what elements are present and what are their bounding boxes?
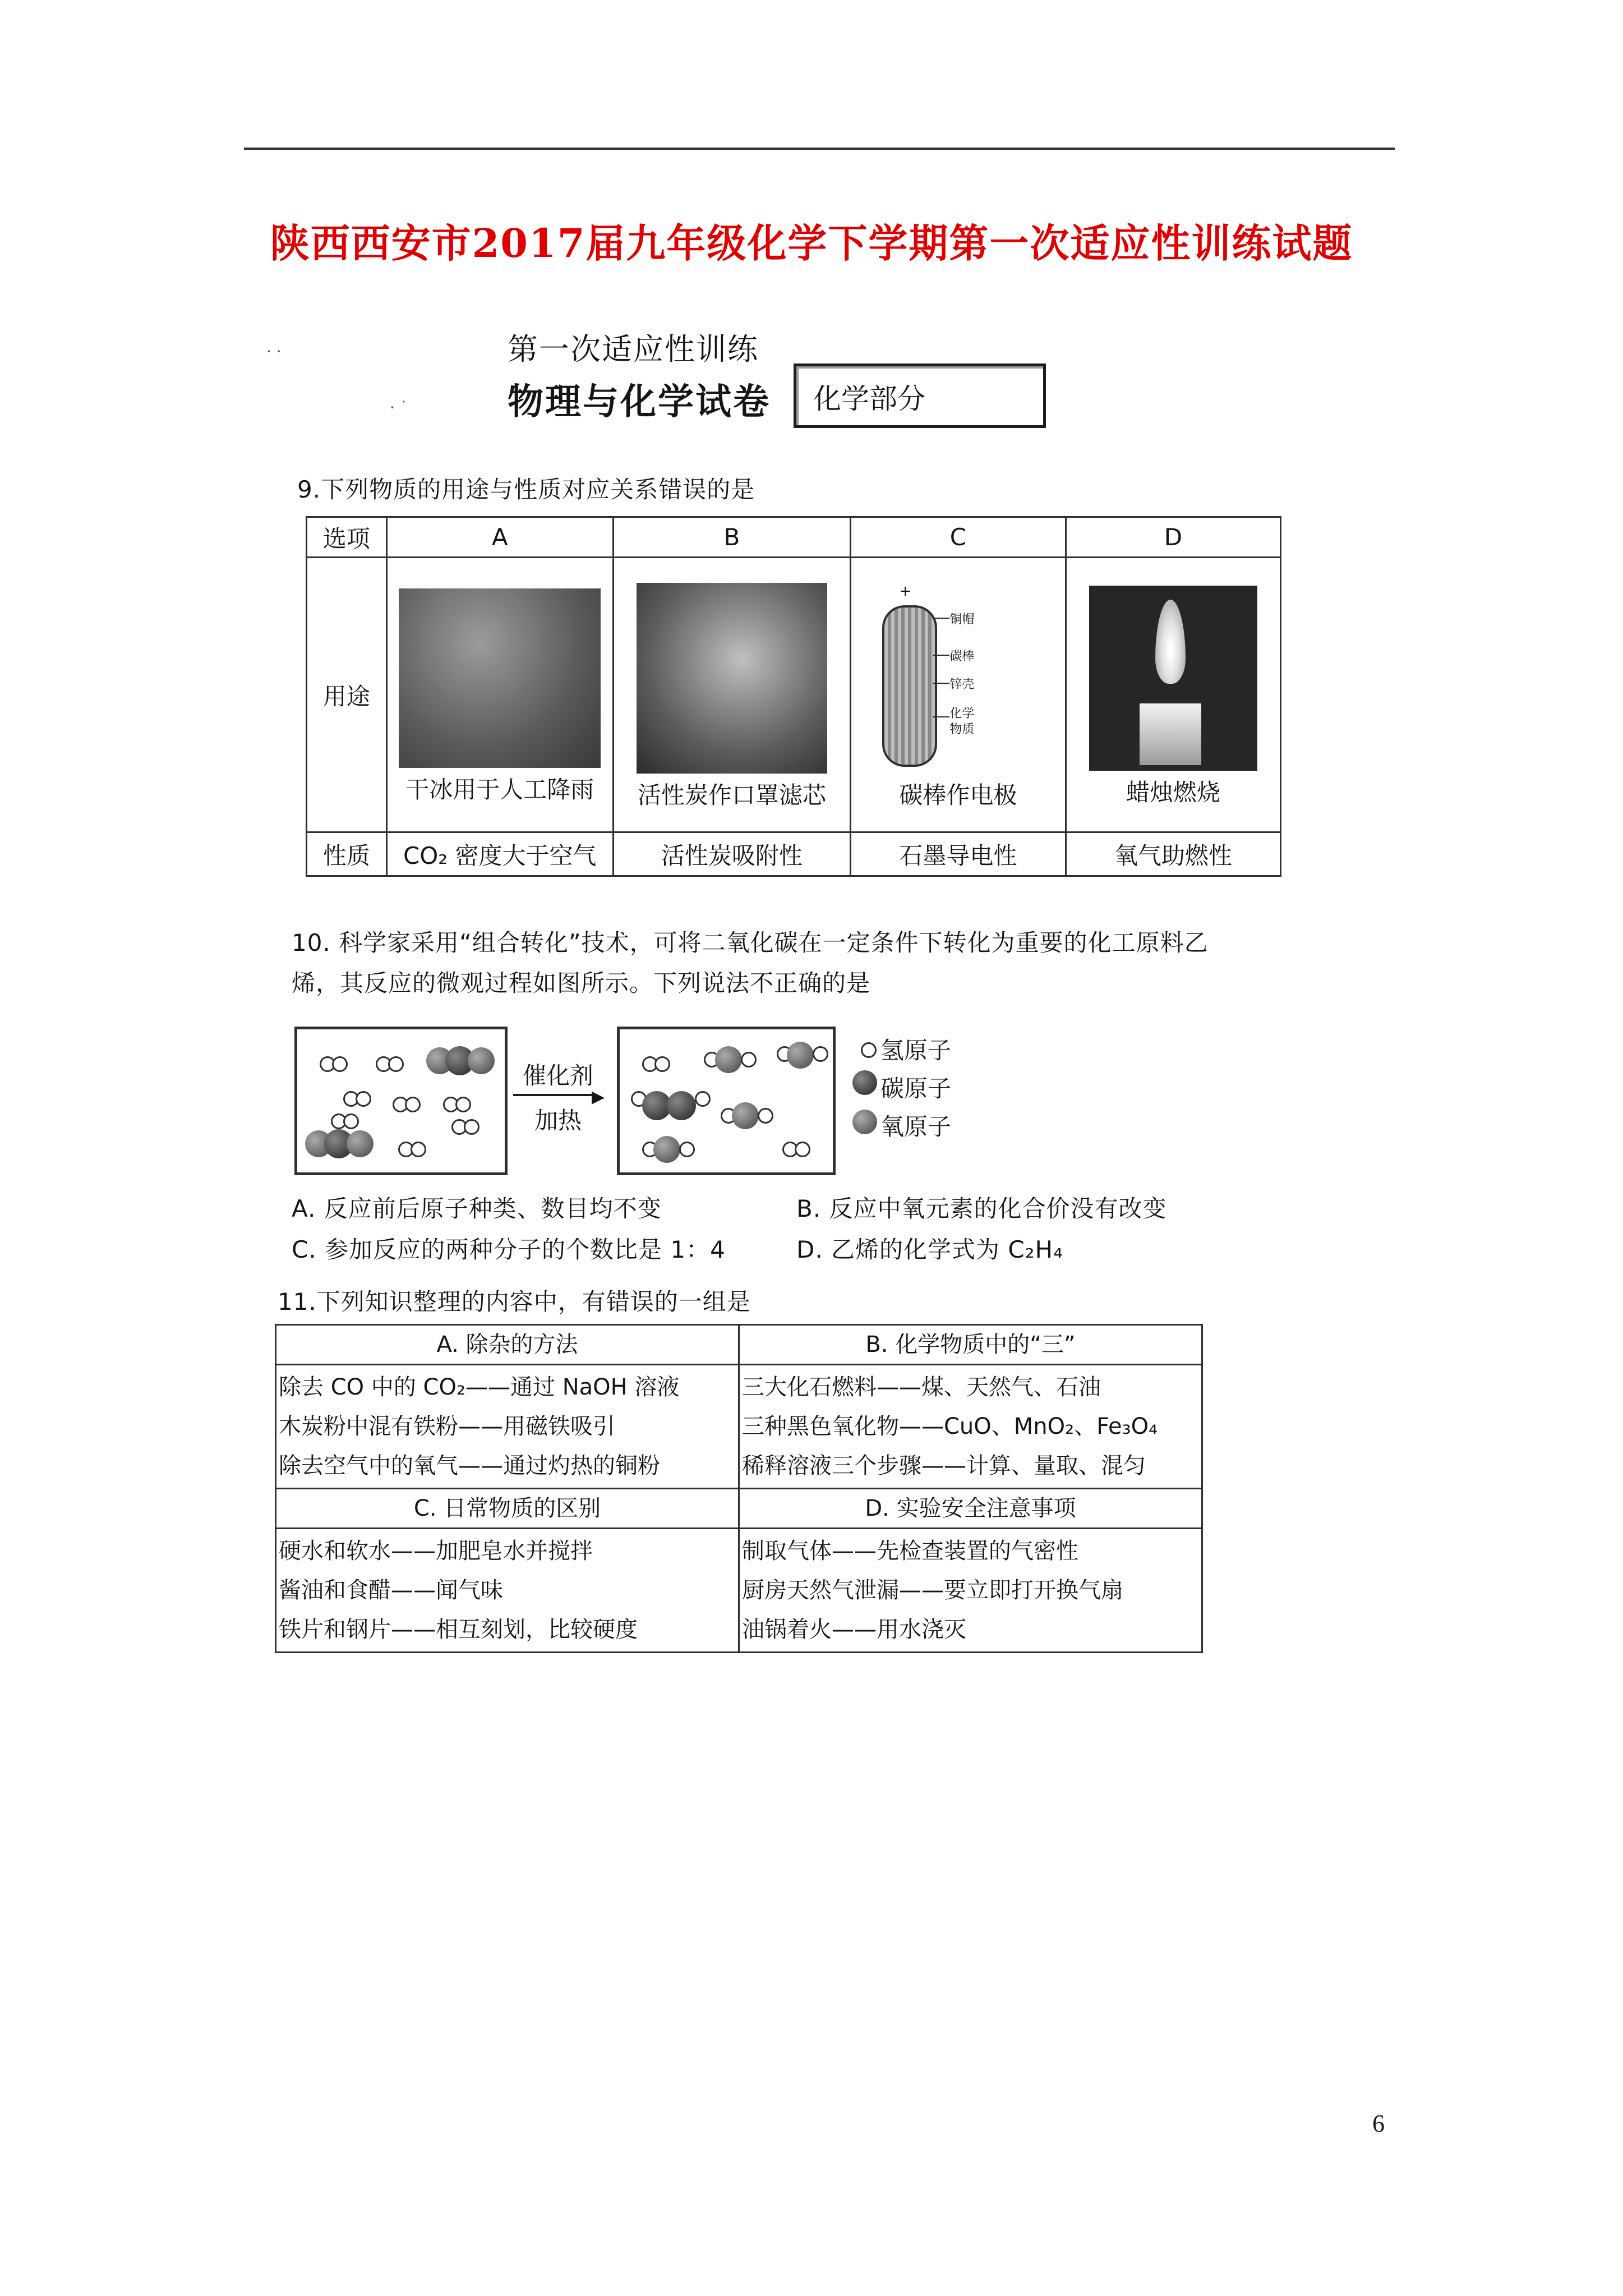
q9-cell-b-use [613,558,850,832]
hydrogen-atom [405,1097,421,1112]
q9-d-use-text: 蜡烛燃烧 [1126,778,1220,806]
q9-b-use-text: 活性炭作口罩滤芯 [637,781,826,809]
exam-subtitle: 第一次适应性训练 [508,332,759,367]
q11-d-body [739,1529,1202,1653]
q10-stem-line2: 烯，其反应的微观过程如图所示。下列说法不正确的是 [292,969,871,997]
q11-a-head: A. 除杂的方法 [276,1325,739,1365]
legend-oxygen-label: 氧原子 [880,1113,952,1140]
oxygen-atom [653,1136,680,1163]
hydrogen-atom [356,1091,371,1107]
q11-b-item: 三种黑色氧化物——CuO、MnO₂、Fe₃O₄ [742,1414,1158,1439]
battery-label-matter: 物质 [949,722,975,737]
q11-d-item: 厨房天然气泄漏——要立即打开换气扇 [742,1577,1123,1603]
q9-table [306,516,1281,877]
q9-d-property: 氧气助燃性 [1066,832,1280,876]
q11-c-item: 铁片和钢片——相互刻划，比较硬度 [279,1617,638,1642]
legend-hydrogen-label: 氢原子 [880,1037,952,1064]
oxygen-atom [468,1047,495,1074]
hydrogen-atom [332,1056,348,1072]
hydrogen-atom [679,1142,695,1157]
battery-plus-label: + [899,582,912,600]
battery-label-chem: 化学 [949,706,975,721]
mask-photo [637,583,827,774]
q9-c-property: 石墨导电性 [850,832,1066,876]
hydrogen-atom [813,1046,828,1062]
q11-c-head: C. 日常物质的区别 [276,1489,739,1529]
battery-label-shell: 锌壳 [949,677,975,692]
q9-col-a-head: A [386,517,613,558]
hydrogen-atom [411,1142,426,1157]
q9-stem: 9.下列物质的用途与性质对应关系错误的是 [297,476,755,503]
candle-flame [1155,600,1186,684]
q11-b-item: 稀释溶液三个步骤——计算、量取、混匀 [742,1453,1146,1479]
q9-col-d-head: D [1066,517,1280,558]
q9-cell-d-use [1066,558,1280,832]
q9-row-label-use: 用途 [307,558,387,832]
q11-d-item: 油锅着火——用水浇灭 [742,1617,966,1642]
exam-title: 物理与化学试卷 [508,381,771,423]
hydrogen-atom [388,1056,404,1072]
q11-d-head: D. 实验安全注意事项 [739,1489,1202,1529]
q11-table [275,1324,1203,1653]
q9-cell-a-use [386,558,613,832]
candle-body [1140,703,1201,765]
scan-speck: · ˙ [390,398,408,417]
q11-a-item: 木炭粉中混有铁粉——用磁铁吸引 [279,1414,615,1439]
q10-option-b: B. 反应中氧元素的化合价没有改变 [796,1195,1167,1222]
battery-label-cap: 铜帽 [949,612,975,627]
hydrogen-atom [464,1119,479,1135]
q9-row-label-property: 性质 [307,832,387,876]
scanned-exam-image [255,303,1287,1649]
document-title: 陕西西安市2017届九年级化学下学期第一次适应性训练试题 [270,220,1353,266]
products-box [617,1027,836,1175]
battery-leader-line [933,683,949,684]
oxygen-atom [732,1102,759,1129]
q9-a-use-text: 干冰用于人工降雨 [405,775,594,803]
page-number: 6 [1372,2110,1385,2137]
q9-cell-c-use [850,558,1066,832]
q11-d-item: 制取气体——先检查装置的气密性 [742,1538,1078,1564]
q9-row-label-option: 选项 [307,517,387,558]
section-box [794,364,1046,428]
hydrogen-atom [741,1052,757,1068]
q11-b-item: 三大化石燃料——煤、天然气、石油 [742,1374,1101,1400]
q11-stem: 11.下列知识整理的内容中，有错误的一组是 [278,1288,751,1315]
hydrogen-atom [758,1108,773,1124]
reaction-arrowhead: ▶ [592,1087,605,1107]
q9-b-property: 活性炭吸附性 [613,832,850,876]
hydrogen-atom [654,1056,670,1072]
q10-stem-line1: 10. 科学家采用“组合转化”技术，可将二氧化碳在一定条件下转化为重要的化工原料乙 [292,929,1209,956]
q10-option-d: D. 乙烯的化学式为 C₂H₄ [796,1236,1063,1263]
legend-hydrogen-symbol [861,1042,877,1058]
carbon-atom [667,1091,696,1120]
battery-leader-line [933,655,949,656]
q11-a-item: 除去空气中的氧气——通过灼热的铜粉 [279,1453,660,1479]
q11-c-item: 酱油和食醋——闻气味 [279,1577,503,1603]
q11-c-item: 硬水和软水——加肥皂水并搅拌 [279,1538,593,1564]
section-label: 化学部分 [813,383,925,415]
q9-col-b-head: B [613,517,850,558]
hydrogen-atom [455,1097,471,1112]
reaction-condition-bottom: 加热 [534,1107,582,1134]
reaction-condition-top: 催化剂 [522,1062,593,1089]
oxygen-atom [787,1042,814,1069]
hydrogen-atom [343,1114,359,1129]
q11-c-body [276,1529,739,1653]
q11-a-item: 除去 CO 中的 CO₂——通过 NaOH 溶液 [279,1374,680,1400]
legend-oxygen-symbol [852,1110,877,1134]
q9-c-use-text: 碳棒作电极 [899,781,1017,809]
hydrogen-atom [695,1091,711,1107]
battery-diagram [865,583,1050,774]
header-rule [244,148,1395,150]
battery-leader-line [933,716,949,717]
q10-option-a: A. 反应前后原子种类、数目均不变 [292,1195,662,1222]
q9-a-property: CO₂ 密度大于空气 [386,832,613,876]
q9-col-c-head: C [850,517,1066,558]
q10-option-c: C. 参加反应的两种分子的个数比是 1：4 [292,1236,726,1263]
q11-b-head: B. 化学物质中的“三” [739,1325,1202,1365]
oxygen-atom [715,1046,742,1073]
oxygen-atom [347,1130,374,1157]
legend-carbon-label: 碳原子 [880,1075,952,1102]
battery-label-rod: 碳棒 [949,649,975,664]
dry-ice-rain-photo [399,588,601,768]
battery-body [882,605,937,767]
q11-a-body [276,1365,739,1489]
legend-carbon-symbol [852,1070,877,1095]
reaction-arrow [513,1094,597,1096]
q11-b-body [739,1365,1202,1489]
candle-photo [1089,586,1257,771]
scan-speck: · · [266,342,282,361]
hydrogen-atom [795,1142,810,1157]
battery-leader-line [933,618,949,619]
reactants-box [294,1027,508,1175]
